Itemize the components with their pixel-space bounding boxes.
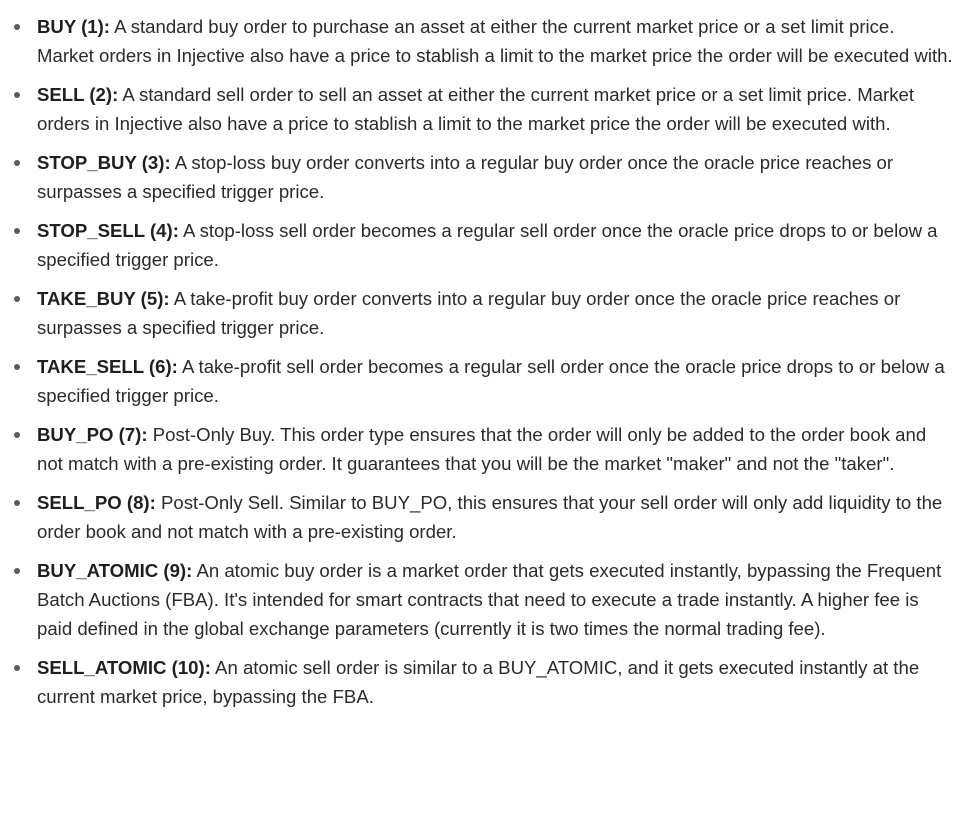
order-type-term: SELL_PO (8): bbox=[37, 492, 156, 513]
bullet-icon bbox=[14, 24, 20, 30]
order-type-description: A stop-loss buy order converts into a regular buy order once the oracle price reaches or surpasses a specified trigger price. bbox=[37, 152, 894, 202]
order-type-term: SELL (2): bbox=[37, 84, 119, 105]
order-type-term: BUY (1): bbox=[37, 16, 111, 37]
bullet-icon bbox=[14, 92, 20, 98]
list-item bbox=[11, 12, 954, 70]
bullet-icon bbox=[14, 296, 20, 302]
list-item bbox=[11, 80, 954, 138]
order-type-term: TAKE_SELL (6): bbox=[37, 356, 178, 377]
list-item bbox=[11, 216, 954, 274]
order-type-term: SELL_ATOMIC (10): bbox=[37, 657, 211, 678]
order-type-description: A take-profit sell order becomes a regular sell order once the oracle price drops to or below a specified trigger price. bbox=[37, 356, 945, 406]
bullet-icon bbox=[14, 364, 20, 370]
order-type-term: BUY_PO (7): bbox=[37, 424, 148, 445]
order-type-description: An atomic buy order is a market order that gets executed instantly, bypassing the Frequent Batch Auctions (FBA). It's intended for smart contracts that need to execute a trade instantly. A higher fee is paid defined in the global exchange parameters (currently it is two times the normal trading fee). bbox=[37, 560, 942, 639]
list-item bbox=[11, 420, 954, 478]
list-item bbox=[11, 148, 954, 206]
list-item bbox=[11, 284, 954, 342]
order-type-description: A stop-loss sell order becomes a regular sell order once the oracle price drops to or below a specified trigger price. bbox=[37, 220, 938, 270]
order-type-term: TAKE_BUY (5): bbox=[37, 288, 170, 309]
order-type-description: A standard buy order to purchase an asset at either the current market price or a set limit price. Market orders in Injective also have a price to stablish a limit to the market price the order will be executed with. bbox=[37, 16, 953, 66]
bullet-icon bbox=[14, 568, 20, 574]
list-item bbox=[11, 352, 954, 410]
order-type-term: STOP_SELL (4): bbox=[37, 220, 179, 241]
order-type-term: STOP_BUY (3): bbox=[37, 152, 171, 173]
bullet-icon bbox=[14, 228, 20, 234]
bullet-icon bbox=[14, 665, 20, 671]
order-type-description: An atomic sell order is similar to a BUY_ATOMIC, and it gets executed instantly at the current market price, bypassing the FBA. bbox=[37, 657, 920, 707]
order-type-description: Post-Only Sell. Similar to BUY_PO, this ensures that your sell order will only add liquidity to the order book and not match with a pre-existing order. bbox=[37, 492, 943, 542]
list-item bbox=[11, 488, 954, 546]
order-type-description: A take-profit buy order converts into a regular buy order once the oracle price reaches or surpasses a specified trigger price. bbox=[37, 288, 901, 338]
order-type-term: BUY_ATOMIC (9): bbox=[37, 560, 193, 581]
list-item bbox=[11, 653, 954, 711]
bullet-icon bbox=[14, 500, 20, 506]
list-item bbox=[11, 556, 954, 643]
bullet-icon bbox=[14, 160, 20, 166]
order-type-list bbox=[11, 12, 954, 711]
order-type-description: A standard sell order to sell an asset at either the current market price or a set limit price. Market orders in Injective also have a price to stablish a limit to the market price the order will be executed with. bbox=[37, 84, 915, 134]
bullet-icon bbox=[14, 432, 20, 438]
order-type-description: Post-Only Buy. This order type ensures that the order will only be added to the order book and not match with a pre-existing order. It guarantees that you will be the market "maker" and not the "taker". bbox=[37, 424, 927, 474]
